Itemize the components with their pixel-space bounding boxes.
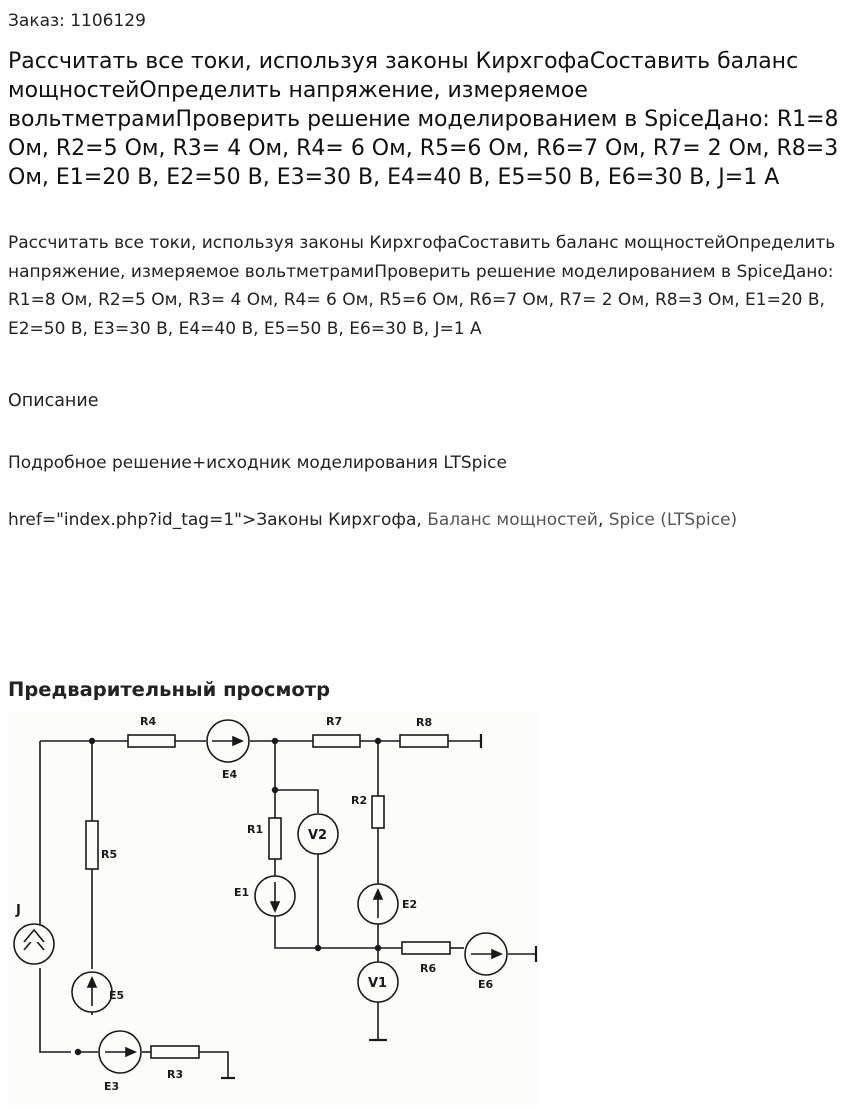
order-label: Заказ: <box>8 11 65 31</box>
label-r2: R2 <box>351 794 368 807</box>
label-r4: R4 <box>140 715 157 728</box>
description-heading: Описание <box>8 391 99 411</box>
current-source-j <box>14 924 54 964</box>
sources <box>14 720 507 1073</box>
source-e2 <box>358 884 398 924</box>
source-e6 <box>465 933 507 975</box>
resistor-r3 <box>151 1046 199 1058</box>
label-r8: R8 <box>416 716 433 729</box>
tags-prefix: href="index.php?id_tag=1">Законы Кирхгофа <box>8 510 417 530</box>
circuit-schematic <box>8 712 538 1105</box>
description-text: Подробное решение+исходник моделирования LTSpice <box>8 453 507 473</box>
label-j: J <box>16 903 21 918</box>
component-labels <box>15 715 494 1093</box>
tag-link-spice[interactable]: Spice (LTSpice) <box>608 510 738 530</box>
order-value: 1106129 <box>70 11 146 31</box>
label-e2: E2 <box>402 898 418 911</box>
circuit-diagram-svg <box>8 712 538 1105</box>
tags-separator: , <box>597 510 609 530</box>
resistor-r5 <box>86 821 98 869</box>
source-e5 <box>72 972 112 1012</box>
label-r6: R6 <box>420 962 437 975</box>
label-e3: E3 <box>104 1080 120 1093</box>
source-e1 <box>255 876 295 916</box>
label-e5: E5 <box>109 989 125 1002</box>
tags-separator: , <box>416 510 428 530</box>
resistor-r2 <box>372 796 384 828</box>
source-e3 <box>99 1031 141 1073</box>
tags-line <box>8 507 737 533</box>
label-r5: R5 <box>101 848 118 861</box>
label-r1: R1 <box>247 823 264 836</box>
resistor-r6 <box>402 942 450 954</box>
tag-link-power-balance[interactable]: Баланс мощностей <box>427 510 598 530</box>
label-v2: V2 <box>308 828 328 843</box>
preview-title: Предварительный просмотр <box>8 678 331 701</box>
resistor-r7 <box>313 735 360 747</box>
resistor-r8 <box>400 735 448 747</box>
label-r7: R7 <box>326 715 343 728</box>
label-e6: E6 <box>478 978 494 991</box>
label-v1: V1 <box>368 976 388 991</box>
junction-dots <box>75 738 381 1055</box>
task-title: Рассчитать все токи, используя законы КирхгофаСоставить баланс мощностейОпределить напряжение, измеряемое вольтметрамиПроверить решение моделированием в SpiceДано: R1=8 Ом, R2=5 Ом, R3= 4 Ом, R4= 6 Ом, R5=6 Ом, R6=7 Ом, R7= 2 Ом, R8=3 Ом, E1=20 В, E2=50 В, E3=30 В, E4=40 В, E5=50 В, E6=30 В, J=1 А <box>8 49 839 190</box>
label-e1: E1 <box>234 886 250 899</box>
source-e4 <box>207 720 249 762</box>
order-number <box>8 9 146 33</box>
label-r3: R3 <box>167 1068 184 1081</box>
label-e4: E4 <box>222 768 238 781</box>
resistor-r1 <box>269 818 281 859</box>
resistor-r4 <box>128 735 175 747</box>
task-text: Рассчитать все токи, используя законы КирхгофаСоставить баланс мощностейОпределить напряжение, измеряемое вольтметрамиПроверить решение моделированием в SpiceДано: R1=8 Ом, R2=5 Ом, R3= 4 Ом, R4= 6 Ом, R5=6 Ом, R6=7 Ом, R7= 2 Ом, R8=3 Ом, E1=20 В, E2=50 В, E3=30 В, E4=40 В, E5=50 В, E6=30 В, J=1 А <box>8 233 836 339</box>
